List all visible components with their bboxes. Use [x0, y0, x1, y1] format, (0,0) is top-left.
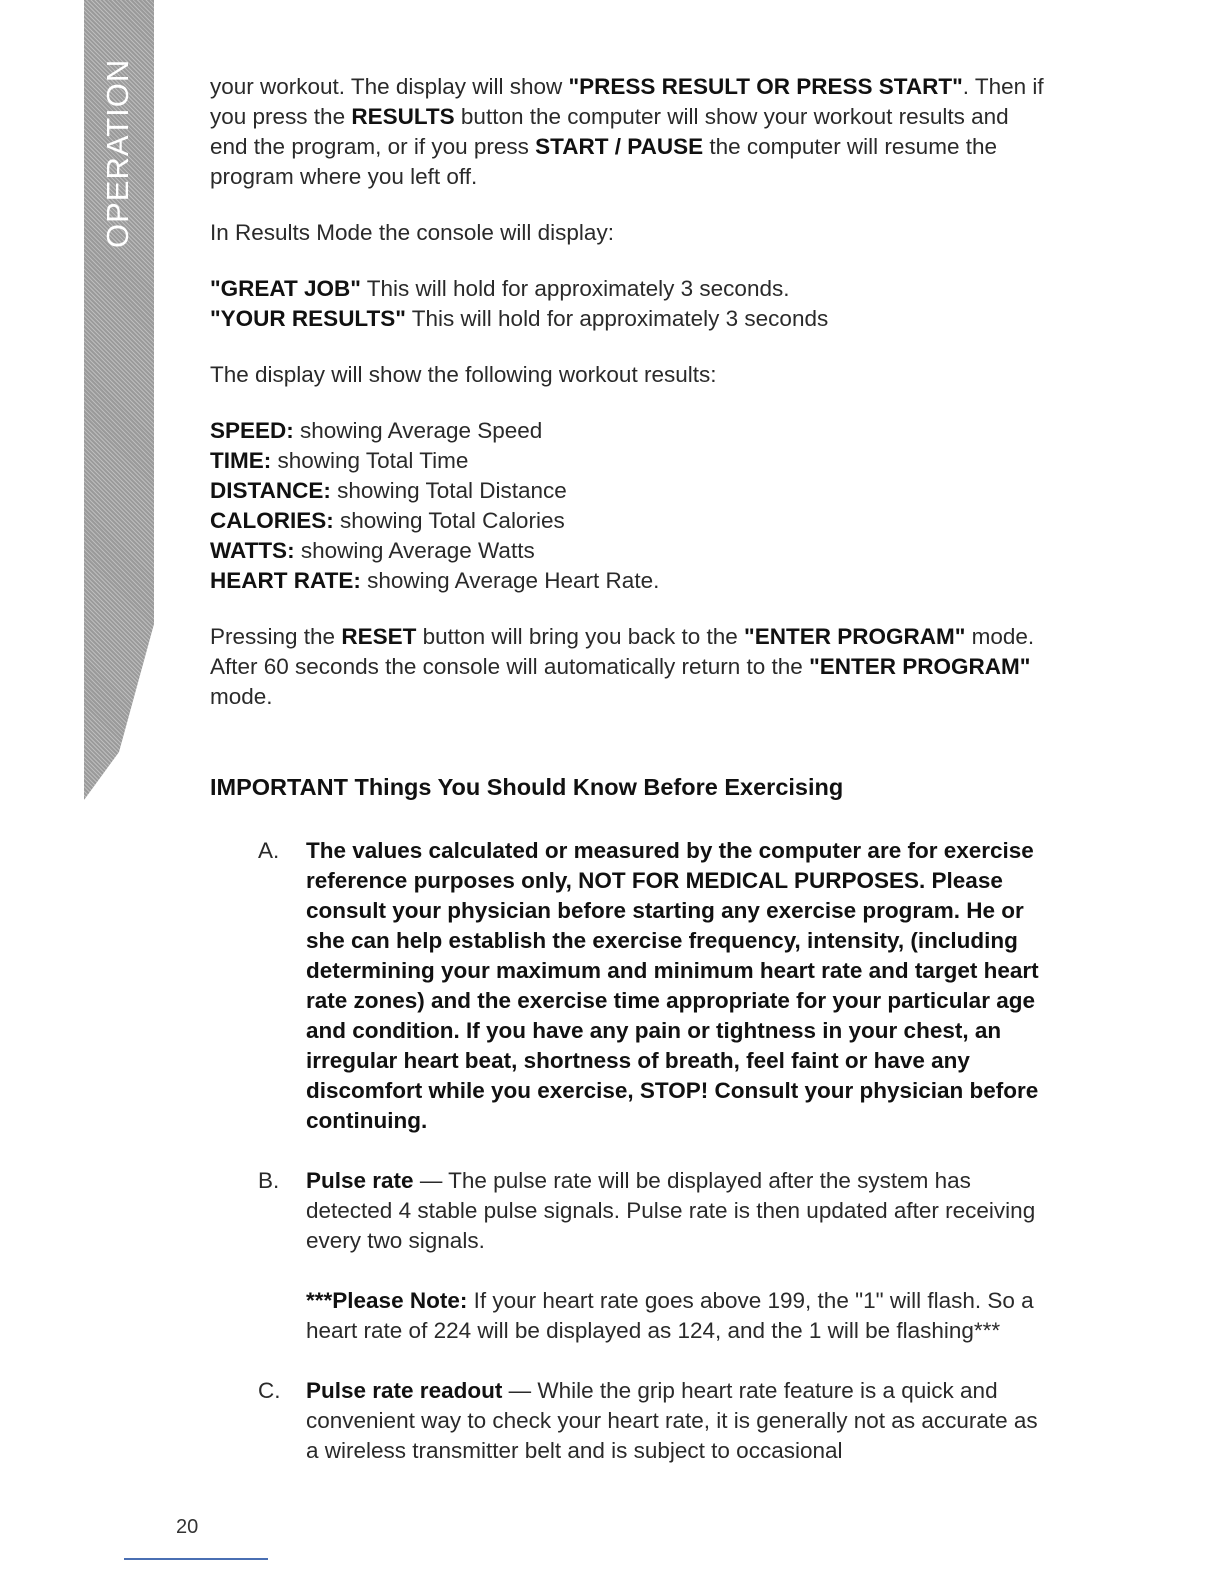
- text: button will bring you back to the: [416, 624, 745, 649]
- result-text: showing Total Time: [271, 448, 469, 473]
- result-text: showing Total Calories: [333, 508, 565, 533]
- pulse-rate-text: [306, 1166, 1048, 1256]
- pulse-readout-text: [306, 1376, 1048, 1466]
- text: the computer will resume the program where you left off.: [210, 134, 997, 189]
- result-text: showing Average Watts: [294, 538, 535, 563]
- bold-text: RESET: [341, 624, 417, 649]
- bold-text: "ENTER PROGRAM": [744, 624, 966, 649]
- bold-text: "GREAT JOB": [210, 276, 361, 301]
- result-item-distance: [210, 476, 1050, 506]
- bold-text: ***Please Note:: [306, 1288, 468, 1313]
- result-item-calories: [210, 506, 1050, 536]
- result-label: WATTS:: [210, 538, 295, 563]
- text: mode. After 60 seconds the console will automatically return to the: [210, 624, 1035, 679]
- bold-text: "ENTER PROGRAM": [809, 654, 1031, 679]
- medical-warning-text: The values calculated or measured by the computer are for exercise reference purposes only, NOT FOR MEDICAL PURPOSES. Please consult your physician before starting any exercise program. He or she can help establish the exercise frequency, intensity, (including determining your maximum and minimum heart rate and target heart rate zones) and the exercise time appropriate for your particular age and condition. If you have any pain or tightness in your chest, an irregular heart beat, shortness of breath, feel faint or have any discomfort while you exercise, STOP! Consult your physician before continuing.: [306, 838, 1039, 1133]
- text: If your heart rate goes above 199, the "1" will flash. So a heart rate of 224 will be displayed as 124, and the 1 will be flashing***: [306, 1288, 1034, 1343]
- results-list: [210, 416, 1050, 596]
- main-content: [210, 72, 1050, 712]
- bold-text: RESULTS: [351, 104, 455, 129]
- paragraph-display-messages: [210, 274, 1050, 334]
- bold-text: START / PAUSE: [535, 134, 704, 159]
- footer-rule: [124, 1558, 268, 1560]
- bold-text: Pulse rate: [306, 1168, 414, 1193]
- paragraph-reset: [210, 622, 1050, 712]
- result-text: showing Total Distance: [330, 478, 567, 503]
- paragraph-results-prompt: [210, 72, 1050, 192]
- text: Pressing the: [210, 624, 342, 649]
- page-number: 20: [176, 1516, 199, 1538]
- result-label: TIME:: [210, 448, 272, 473]
- text: . Then if you press the: [210, 74, 1044, 129]
- text: This will hold for approximately 3 seconds.: [360, 276, 790, 301]
- text: This will hold for approximately 3 seconds: [405, 306, 829, 331]
- bold-text: Pulse rate readout: [306, 1378, 503, 1403]
- result-item-time: [210, 446, 1050, 476]
- paragraph-results-intro: The display will show the following workout results:: [210, 362, 717, 387]
- text: mode.: [210, 684, 273, 709]
- text: button the computer will show your workout results and end the program, or if you press: [210, 104, 1009, 159]
- list-item-label: A.: [258, 838, 280, 863]
- result-item-speed: [210, 416, 1050, 446]
- result-label: CALORIES:: [210, 508, 334, 533]
- list-item-a: [258, 836, 1048, 1136]
- result-label: SPEED:: [210, 418, 294, 443]
- result-text: showing Average Heart Rate.: [360, 568, 660, 593]
- paragraph-results-mode: In Results Mode the console will display:: [210, 220, 614, 245]
- bold-text: "YOUR RESULTS": [210, 306, 406, 331]
- please-note-text: [306, 1286, 1048, 1346]
- result-item-watts: [210, 536, 1050, 566]
- list-item-label: C.: [258, 1378, 281, 1403]
- bold-text: "PRESS RESULT OR PRESS START": [568, 74, 963, 99]
- section-tab-text: OPERATION: [100, 58, 135, 248]
- result-text: showing Average Speed: [293, 418, 543, 443]
- result-label: DISTANCE:: [210, 478, 331, 503]
- list-item-c: [258, 1376, 1048, 1466]
- result-item-heart-rate: [210, 566, 1050, 596]
- result-label: HEART RATE:: [210, 568, 361, 593]
- important-list: [258, 836, 1048, 1466]
- list-item-b: [258, 1166, 1048, 1346]
- list-item-label: B.: [258, 1168, 280, 1193]
- text: — While the grip heart rate feature is a quick and convenient way to check your heart rate, it is generally not as accurate as a wireless transmitter belt and is subject to occasional: [306, 1378, 1038, 1463]
- section-tab-label: [98, 58, 138, 448]
- text: — The pulse rate will be displayed after the system has detected 4 stable pulse signals. Pulse rate is then updated after receiving every two signals.: [306, 1168, 1036, 1253]
- text: your workout. The display will show: [210, 74, 569, 99]
- section-heading: IMPORTANT Things You Should Know Before Exercising: [210, 774, 844, 800]
